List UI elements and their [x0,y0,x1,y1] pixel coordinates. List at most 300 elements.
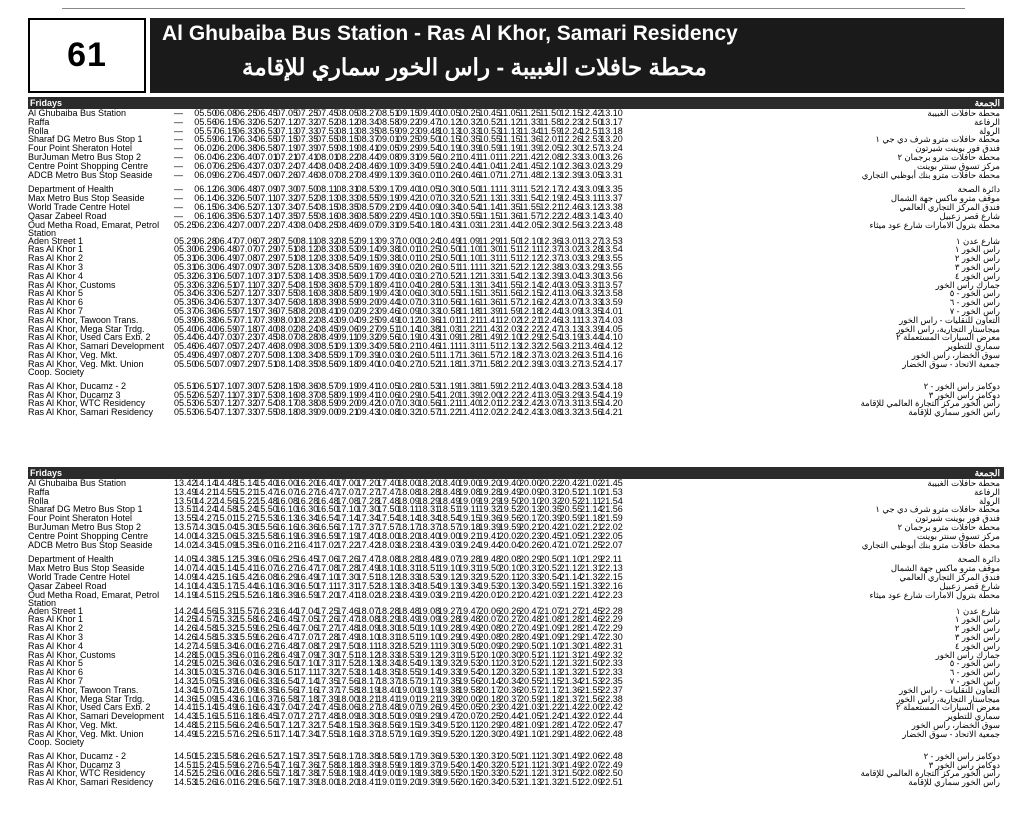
departure-time: 15.32 [214,623,238,634]
departure-time: 09.19 [376,193,400,204]
departure-time: 12.24 [559,125,583,136]
departure-time: 18.35 [376,667,400,678]
departure-time: 20.42 [539,521,562,532]
departure-time: 07.39 [255,314,278,325]
departure-time: 11.18 [437,358,460,369]
departure-time: 18.37 [356,728,380,739]
stop-name: Ras Al Khor 5 [28,658,84,669]
stop-times [174,778,621,787]
stop-name: Ras Al Khor, Used Cars Exb. 2 [28,332,151,343]
departure-time: 19.01 [397,693,420,704]
departure-time: 09.27 [356,323,380,334]
stop-row [28,730,1004,746]
departure-time: 17.54 [376,513,400,524]
departure-time: 15.44 [234,580,258,591]
departure-time: 20.34 [519,580,542,591]
departure-time: 19.00 [458,478,481,488]
departure-time: 08.39 [316,297,339,308]
departure-time: 06.59 [214,323,238,334]
departure-time: 12.33 [559,151,583,162]
departure-time: 14.58 [214,504,238,515]
departure-time: 16.00 [214,768,238,779]
departure-time: 17.34 [295,728,319,739]
departure-time: 05.52 [174,389,197,400]
departure-time: 17.08 [336,495,359,506]
stop-name: Department of Health [28,554,114,565]
departure-time: 13.03 [559,253,583,264]
departure-time: 09.16 [356,261,380,272]
departure-time: 08.28 [295,332,319,343]
departure-time: 19.47 [458,605,481,616]
departure-time: 17.48 [316,711,339,722]
departure-time: 06.15 [214,116,238,127]
departure-time: 08.02 [275,323,299,334]
departure-time: 11.36 [519,134,541,145]
stop-name-arabic: شارع قصر زعبيل [939,580,1000,591]
departure-time: 20.14 [458,759,481,770]
departure-time: 09.15 [397,108,420,118]
departure-time: 15.59 [234,631,258,642]
departure-time: 15.14 [214,563,238,574]
stop-name: Aden Street 1 [28,235,84,246]
departure-time: 21.25 [579,539,603,550]
departure-time: 10.25 [458,108,481,118]
departure-time: 21.45 [600,478,623,488]
departure-time: 21.48 [579,640,603,651]
departure-time: 08.35 [316,270,339,281]
departure-time: 15.30 [234,521,258,532]
departure-time: 05.57 [194,125,217,136]
departure-time: 06.50 [194,358,217,369]
departure-time: 18.30 [356,711,380,722]
departure-time: 19.10 [437,563,461,574]
stop-name-arabic: التعاون للنقليات - راس الخور [899,684,1000,695]
departure-time: 08.19 [336,143,359,154]
departure-time: — [174,193,183,204]
departure-time: 07.00 [234,219,258,230]
departure-time: 09.41 [356,389,380,400]
departure-time: 10.06 [376,389,400,400]
departure-time: 21.32 [539,777,562,788]
departure-time: 11.51 [498,244,521,255]
departure-time: 14.24 [194,504,217,515]
departure-time: 20.12 [478,667,501,678]
departure-time: 16.39 [295,530,319,541]
departure-time: 10.09 [397,305,420,316]
stop-times [174,171,621,180]
departure-time: 16.06 [234,675,258,686]
departure-time: 12.42 [539,297,562,308]
departure-time: 11.49 [478,332,501,343]
departure-time: 08.38 [316,288,339,299]
departure-time: 07.10 [234,270,258,281]
departure-time: 07.36 [255,305,278,316]
departure-time: 09.13 [336,341,359,352]
departure-time: 07.19 [275,143,299,154]
departure-time: 11.52 [498,261,521,272]
departure-time: 15.21 [234,486,258,497]
departure-time: 07.12 [234,288,258,299]
departure-time: 16.16 [234,702,258,713]
departure-time: 14.17 [600,358,623,369]
departure-time: 08.16 [316,210,339,221]
departure-time: 07.13 [234,297,258,308]
departure-time: 10.38 [417,323,441,334]
stop-name: Aden Street 1 [28,605,84,616]
departure-time: 19.35 [417,728,441,739]
departure-time: 07.51 [255,358,278,369]
departure-time: 11.27 [498,169,521,180]
departure-time: 18.52 [397,640,420,651]
departure-time: 14.36 [174,693,197,704]
departure-time: 10.59 [478,143,501,154]
departure-time: 14.21 [194,486,217,497]
departure-time: 16.50 [255,719,278,730]
stop-name: Ras Al Khor, Samari Development [28,711,165,722]
departure-time: 05.56 [194,116,217,127]
departure-time: 12.38 [539,261,562,272]
departure-time: 20.51 [498,759,522,770]
departure-time: 16.47 [295,563,319,574]
departure-time: 21.12 [539,658,562,669]
departure-time: 21.51 [559,777,583,788]
departure-time: 20.16 [458,777,481,788]
departure-time: 10.51 [417,349,441,360]
stop-name-arabic: الرولة [979,495,1000,506]
departure-time: 07.26 [275,169,299,180]
departure-time: 16.47 [275,631,299,642]
departure-time: 08.32 [316,235,339,246]
departure-time: 19.47 [437,711,461,722]
departure-time: 08.16 [295,288,319,299]
departure-time: 17.15 [275,750,299,761]
departure-time: 18.38 [356,750,380,761]
departure-time: 18.08 [376,554,400,565]
departure-time: 16.01 [214,777,238,788]
departure-time: 06.54 [194,407,217,418]
departure-time: 10.25 [417,253,441,264]
departure-time: 19.31 [437,649,461,660]
departure-time: 20.00 [458,693,481,704]
timetable-section-1 [28,97,1004,417]
departure-time: 06.28 [194,235,217,246]
departure-time: 11.55 [519,201,541,212]
departure-time: 17.32 [316,667,339,678]
stop-name: Ras Al Khor, WTC Residency [28,398,146,409]
departure-time: 13.31 [579,279,603,290]
departure-time: 16.29 [275,571,299,582]
stop-name: Ras Al Khor 1 [28,614,84,625]
departure-time: 08.46 [356,160,380,171]
departure-time: 19.53 [437,750,461,761]
departure-time: 13.40 [600,210,623,221]
departure-time: 14.03 [600,314,623,325]
stop-name-arabic: سماري للتطوير [945,341,1000,352]
departure-time: 06.43 [234,160,258,171]
departure-time: 15.56 [214,719,238,730]
departure-time: 09.43 [376,288,400,299]
departure-time: 12.54 [539,332,562,343]
departure-time: 15.37 [214,667,238,678]
departure-time: 09.17 [336,349,359,360]
departure-time: 07.55 [275,288,299,299]
departure-time: 21.28 [539,719,562,730]
departure-time: 18.54 [437,513,461,524]
departure-time: 18.34 [376,658,400,669]
stop-name: Ras Al Khor 4 [28,270,84,281]
stop-name-arabic: محطة بترول الامارات شارع عود ميثاء [869,589,1000,600]
departure-time: 10.14 [397,323,420,334]
departure-time: 16.54 [255,759,278,770]
departure-time: 20.55 [519,675,542,686]
departure-time: 21.29 [579,554,603,565]
departure-time: 10.31 [417,297,441,308]
departure-time: 16.56 [275,684,299,695]
departure-time: 19.18 [397,759,420,770]
departure-time: 13.51 [579,349,603,360]
stop-name: Ras Al Khor, Ducamz - 2 [28,380,127,391]
departure-time: 18.28 [417,486,441,497]
departure-time: 06.46 [194,341,217,352]
departure-time: 19.15 [458,513,481,524]
departure-time: 10.01 [397,253,420,264]
departure-time: 11.23 [478,219,501,230]
departure-time: 21.30 [559,640,583,651]
departure-time: 19.01 [376,777,400,788]
departure-time: 09.19 [356,288,380,299]
departure-time: 15.27 [234,513,258,524]
departure-time: 13.33 [579,297,603,308]
departure-time: 08.11 [316,184,338,195]
departure-time: 13.02 [559,244,583,255]
departure-time: 06.53 [234,210,258,221]
departure-time: 20.50 [539,554,562,565]
departure-time: 15.22 [234,495,258,506]
departure-time: 07.34 [275,201,299,212]
departure-time: 08.49 [316,332,339,343]
departure-time: 13.50 [174,495,197,506]
departure-time: 11.55 [498,279,521,290]
departure-time: 12.26 [559,134,583,145]
departure-time: 17.36 [295,759,319,770]
departure-time: 11.36 [478,297,501,308]
departure-time: 08.53 [356,184,380,195]
departure-time: 15.21 [194,719,217,730]
departure-time: 16.27 [234,759,258,770]
departure-time: 19.28 [458,554,481,565]
departure-time: 14.32 [174,675,197,686]
departure-time: 20.51 [519,649,542,660]
stop-row [28,221,1004,237]
departure-time: 19.35 [437,675,461,686]
departure-time: 14.07 [174,563,197,574]
departure-time: 18.40 [376,684,400,695]
departure-time: 17.20 [356,478,380,488]
departure-time: 08.25 [316,219,339,230]
stop-name-arabic: فندق فور بوينت شيرتون [915,513,1000,524]
departure-time: 20.31 [539,486,562,497]
departure-time: 10.00 [397,235,420,246]
departure-time: 08.46 [336,219,359,230]
departure-time: 22.33 [600,667,623,678]
departure-time: 09.25 [397,134,420,145]
departure-time: 21.49 [579,649,603,660]
departure-time: 19.52 [437,728,461,739]
departure-time: 07.11 [255,193,278,204]
departure-time: 16.37 [255,693,278,704]
departure-time: 17.57 [376,521,400,532]
departure-time: 09.31 [376,219,400,230]
timetable-section-2 [28,467,1004,787]
departure-time: 22.11 [600,554,623,565]
departure-time: 20.07 [458,711,481,722]
departure-time: 17.50 [336,640,359,651]
departure-time: 13.06 [559,288,583,299]
departure-time: 11.59 [498,305,521,316]
departure-time: 13.05 [559,279,583,290]
departure-time: 14.43 [194,580,217,591]
departure-time: 15.36 [214,658,238,669]
departure-time: 20.44 [498,711,522,722]
departure-time: 06.33 [194,288,217,299]
departure-time: 17.16 [295,684,319,695]
departure-time: 06.09 [194,169,217,180]
departure-time: 10.01 [397,244,420,255]
departure-time: 12.13 [498,341,522,352]
departure-time: 21.53 [579,675,603,686]
departure-time: 06.40 [194,323,217,334]
departure-time: 15.05 [194,675,217,686]
departure-time: 20.27 [498,623,522,634]
departure-time: 10.50 [458,184,481,195]
departure-time: 17.50 [376,504,400,515]
stop-name-arabic: دوكامز راس الخور ٣ [928,389,1000,400]
departure-time: 17.14 [336,513,359,524]
departure-time: 09.07 [356,219,380,230]
departure-time: 07.09 [214,358,238,369]
departure-time: 17.26 [316,614,339,625]
departure-time: 22.06 [579,728,603,739]
departure-time: 11.15 [498,134,521,145]
stop-name: World Trade Centre Hotel [28,571,130,582]
departure-time: 21.12 [559,563,583,574]
departure-time: 06.25 [214,160,238,171]
departure-time: 09.13 [376,169,400,180]
departure-time: 19.00 [437,530,461,541]
departure-time: 19.27 [437,605,461,616]
departure-time: 17.58 [316,759,339,770]
departure-time: 14.18 [600,380,623,391]
departure-time: 09.34 [356,341,380,352]
stop-name-arabic: الرولة [979,125,1000,136]
departure-time: 11.52 [519,184,541,195]
departure-time: 19.51 [437,719,461,730]
departure-time: 06.07 [194,160,217,171]
departure-time: 15.16 [214,571,238,582]
departure-time: 08.57 [356,201,380,212]
departure-time: 14.16 [600,349,623,360]
departure-time: 11.19 [498,143,521,154]
stop-name: Qasar Zabeel Road [28,210,107,221]
departure-time: 21.47 [579,623,603,634]
departure-time: 05.59 [194,134,217,145]
departure-time: 07.35 [275,210,299,221]
departure-time: 21.10 [539,640,562,651]
departure-time: 21.28 [559,614,583,625]
departure-time: 11.19 [437,380,460,391]
departure-time: 22.38 [600,693,623,704]
departure-time: 17.30 [316,649,339,660]
departure-time: 08.45 [316,323,339,334]
departure-time: 07.50 [295,184,319,195]
departure-time: 09.31 [397,151,420,162]
departure-time: — [174,125,183,136]
departure-time: 11.36 [498,210,521,221]
departure-time: 08.13 [275,349,299,360]
departure-time: 15.24 [234,504,258,515]
departure-time: 21.09 [539,623,562,634]
stop-name: Ras Al Khor, Customs [28,279,116,290]
departure-time: 08.59 [376,125,400,136]
departure-time: 13.57 [600,279,623,290]
departure-time: 07.13 [214,407,238,418]
departure-time: 05.31 [174,261,197,272]
departure-time: 15.16 [194,711,217,722]
departure-time: 18.28 [397,554,420,565]
departure-time: 17.10 [336,504,359,515]
departure-time: 13.26 [600,151,623,162]
route-title-arabic: محطة حافلات الغبيبة - راس الخور سماري للإقامة [242,54,707,80]
departure-time: 08.37 [356,134,380,145]
stop-name-arabic: راس الخور ١ [954,614,1000,625]
departure-time: 18.48 [417,554,441,565]
departure-time: 07.53 [275,270,299,281]
departure-time: 21.51 [579,667,603,678]
departure-time: 18.09 [336,711,359,722]
departure-time: 19.13 [437,580,461,591]
departure-time: 07.29 [255,253,278,264]
stop-row [28,591,1004,607]
departure-time: 18.48 [376,702,400,713]
departure-time: 11.31 [498,184,521,195]
departure-time: 15.52 [234,589,258,600]
departure-time: 07.53 [255,389,278,400]
departure-time: 07.15 [234,305,258,316]
departure-time: 20.36 [498,684,522,695]
departure-time: 11.10 [458,253,481,264]
departure-time: 20.42 [519,589,542,600]
departure-time: 19.09 [458,495,481,506]
departure-time: 18.02 [356,589,380,600]
stop-times [174,360,621,369]
stop-name-arabic: شارع عدن ١ [956,235,1000,246]
departure-time: 17.52 [336,658,359,669]
stop-name: Ras Al Khor, Customs [28,649,116,660]
departure-time: 15.24 [194,759,217,770]
departure-time: 14.12 [600,341,623,352]
departure-time: 11.13 [498,125,521,136]
departure-time: 17.10 [295,658,319,669]
departure-time: 20.13 [519,504,542,515]
departure-time: 17.07 [336,486,359,497]
departure-time: 21.13 [539,667,562,678]
departure-time: 17.55 [316,728,339,739]
top-rule [62,8,965,9]
departure-time: 15.59 [214,759,238,770]
departure-time: 09.37 [376,235,400,246]
departure-time: 15.43 [214,693,238,704]
stop-name: BurJuman Metro Bus Stop 2 [28,151,142,162]
